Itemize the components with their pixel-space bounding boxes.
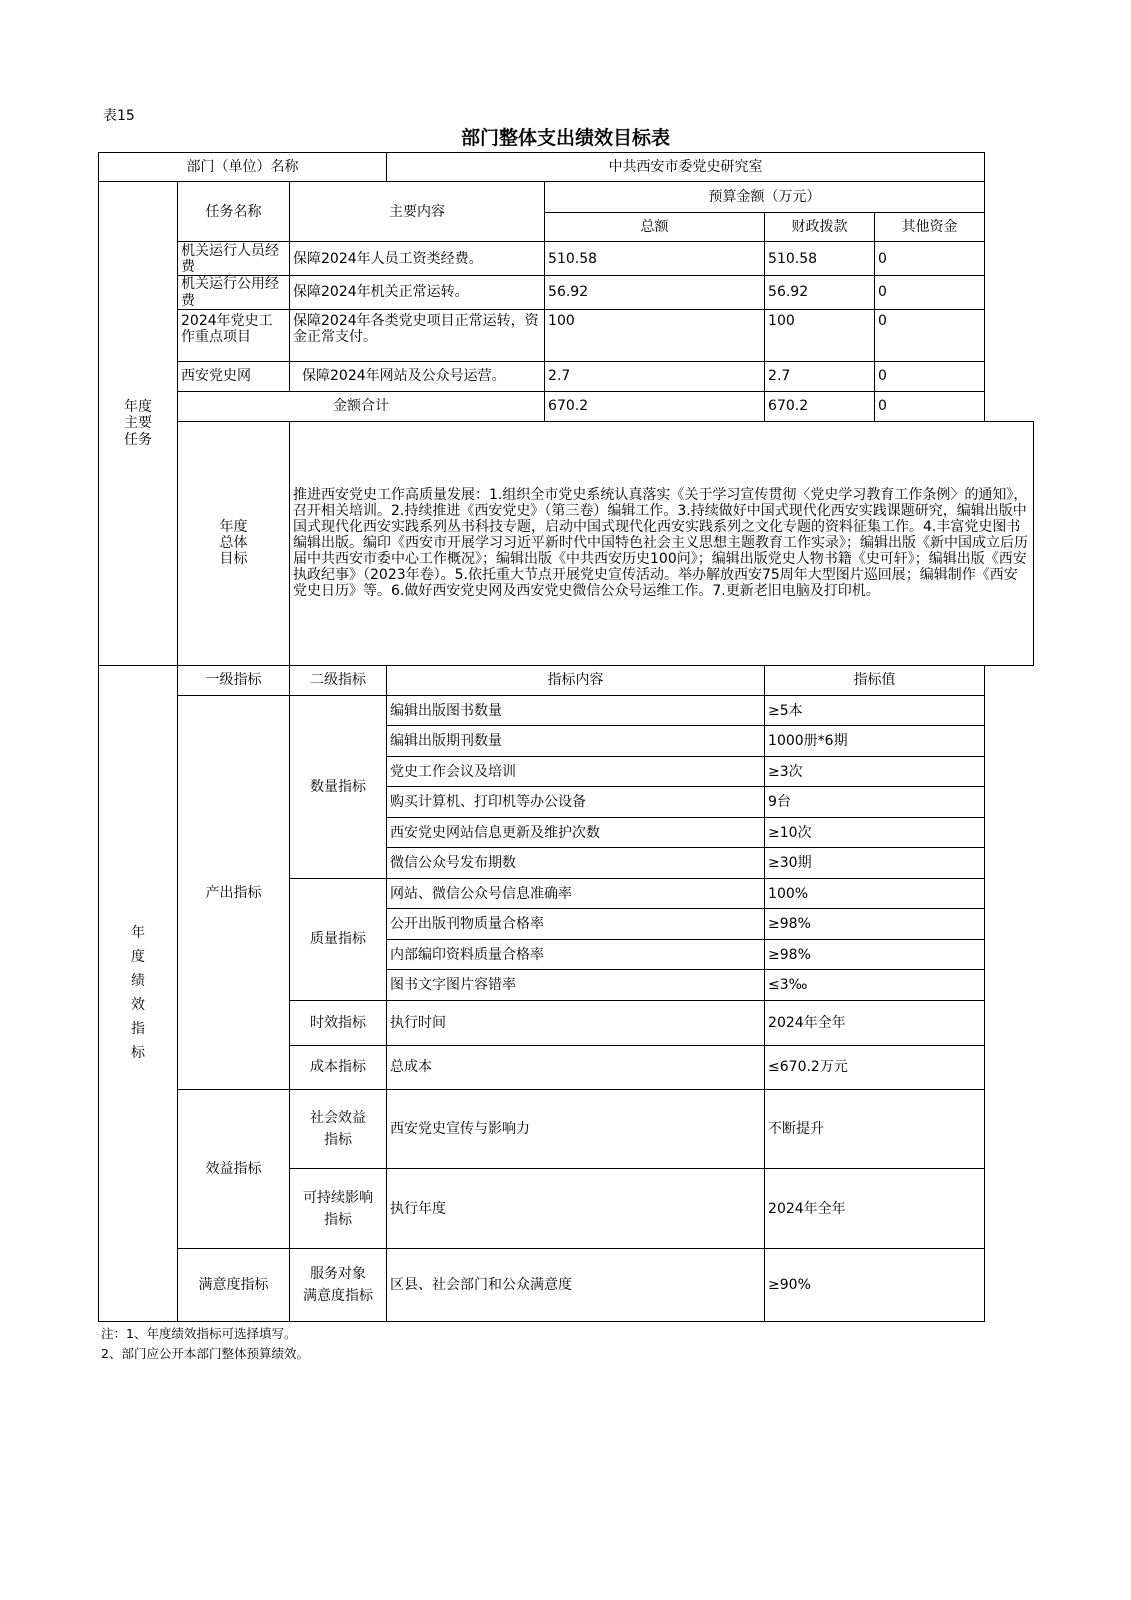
timeliness-indicator: 时效指标 <box>290 1000 387 1045</box>
task-header-row <box>99 182 1034 212</box>
task-content: 保障2024年各类党史项目正常运转，资金正常支付。 <box>290 309 545 361</box>
task-fiscal: 100 <box>765 309 875 361</box>
sum-other: 0 <box>875 392 985 421</box>
task-content-header: 主要内容 <box>290 182 545 242</box>
task-fiscal: 56.92 <box>765 276 875 310</box>
footnote-line: 2、部门应公开本部门整体预算绩效。 <box>101 1346 309 1361</box>
indicator-content: 编辑出版图书数量 <box>387 695 765 725</box>
indicator-value: ≥30期 <box>765 848 985 878</box>
indicator-value: 100% <box>765 878 985 908</box>
level1-header: 一级指标 <box>178 665 290 695</box>
goal-row <box>99 421 1034 665</box>
indicator-content: 西安党史宣传与影响力 <box>387 1090 765 1169</box>
task-content: 保障2024年机关正常运转。 <box>290 276 545 310</box>
dept-row <box>99 153 1034 182</box>
task-name: 2024年党史工作重点项目 <box>178 309 290 361</box>
service-indicator: 服务对象 满意度指标 <box>290 1248 387 1321</box>
indicator-value: 2024年全年 <box>765 1169 985 1248</box>
indicator-row <box>99 1248 1034 1321</box>
dept-label: 部门（单位）名称 <box>99 153 387 182</box>
document-title: 部门整体支出绩效目标表 <box>460 127 670 149</box>
sum-label: 金额合计 <box>178 392 545 421</box>
indicator-content: 总成本 <box>387 1045 765 1090</box>
goal-text: 推进西安党史工作高质量发展：1.组织全市党史系统认真落实《关于学习宣传贯彻〈党史学习教育工作条例〉的通知》，召开相关培训。2.持续推进《西安党史》（第三卷）编辑工作。3.持续做好中国式现代化西安实践课题研究，编辑出版中国式现代化西安实践系列丛书科技专题，启动中国式现代化西安实践系列之文化专题的资料征集工作。4.丰富党史图书编辑出版。编印《西安市开展学习习近平新时代中国特色社会主义思想主题教育工作实录》；编辑出版《新中国成立后历届中共西安市委中心工作概况》；编辑出版《中共西安历史100问》；编辑出版党史人物书籍《史可轩》；编辑出版《西安执政纪事》（2023年卷）。5.依托重大节点开展党史宣传活动。举办解放西安75周年大型图片巡回展；编辑制作《西安党史日历》等。6.做好西安党史网及西安党史微信公众号运维工作。7.更新老旧电脑及打印机。 <box>290 421 1034 665</box>
sum-total: 670.2 <box>545 392 765 421</box>
indicator-value: ≤3‰ <box>765 970 985 1000</box>
task-total: 56.92 <box>545 276 765 310</box>
indicator-content: 区县、社会部门和公众满意度 <box>387 1248 765 1321</box>
value-header: 指标值 <box>765 665 985 695</box>
indicator-content: 内部编印资料质量合格率 <box>387 939 765 969</box>
task-other: 0 <box>875 309 985 361</box>
indicator-value: ≥98% <box>765 909 985 939</box>
task-other: 0 <box>875 361 985 391</box>
level2-header: 二级指标 <box>290 665 387 695</box>
indicator-content: 执行时间 <box>387 1000 765 1045</box>
sum-fiscal: 670.2 <box>765 392 875 421</box>
other-header: 其他资金 <box>875 212 985 241</box>
task-total: 2.7 <box>545 361 765 391</box>
indicator-row <box>99 1090 1034 1169</box>
quantity-indicator: 数量指标 <box>290 695 387 878</box>
task-name: 机关运行公用经费 <box>178 276 290 310</box>
sustain-indicator: 可持续影响 指标 <box>290 1169 387 1248</box>
indicator-content: 购买计算机、打印机等办公设备 <box>387 787 765 817</box>
performance-target-table <box>98 152 1034 1322</box>
indicator-content: 公开出版刊物质量合格率 <box>387 909 765 939</box>
indicator-value: ≥98% <box>765 939 985 969</box>
task-content: 保障2024年人员工资类经费。 <box>290 242 545 276</box>
task-fiscal: 510.58 <box>765 242 875 276</box>
indicator-row <box>99 695 1034 725</box>
task-name: 机关运行人员经费 <box>178 242 290 276</box>
output-indicator: 产出指标 <box>178 695 290 1089</box>
indicator-value: ≥3次 <box>765 756 985 786</box>
indicator-value: ≤670.2万元 <box>765 1045 985 1090</box>
task-row <box>99 309 1034 361</box>
indicator-content: 执行年度 <box>387 1169 765 1248</box>
total-header: 总额 <box>545 212 765 241</box>
task-row <box>99 361 1034 391</box>
task-row <box>99 276 1034 310</box>
task-row <box>99 242 1034 276</box>
task-sum-row <box>99 392 1034 421</box>
indicator-content: 图书文字图片容错率 <box>387 970 765 1000</box>
cost-indicator: 成本指标 <box>290 1045 387 1090</box>
indicator-value: 9台 <box>765 787 985 817</box>
content-header: 指标内容 <box>387 665 765 695</box>
table-number: 表15 <box>103 108 135 124</box>
task-fiscal: 2.7 <box>765 361 875 391</box>
tasks-section-label: 年度 主要 任务 <box>99 182 178 665</box>
indicator-content: 党史工作会议及培训 <box>387 756 765 786</box>
social-indicator: 社会效益 指标 <box>290 1090 387 1169</box>
task-content: 保障2024年网站及公众号运营。 <box>290 361 545 391</box>
indicator-value: 不断提升 <box>765 1090 985 1169</box>
indicator-value: 1000册*6期 <box>765 726 985 756</box>
task-total: 100 <box>545 309 765 361</box>
quality-indicator: 质量指标 <box>290 878 387 1000</box>
indicator-value: ≥10次 <box>765 817 985 847</box>
dept-value: 中共西安市委党史研究室 <box>387 153 985 182</box>
indicator-content: 网站、微信公众号信息准确率 <box>387 878 765 908</box>
task-total: 510.58 <box>545 242 765 276</box>
indicator-content: 微信公众号发布期数 <box>387 848 765 878</box>
perf-header-row <box>99 665 1034 695</box>
indicator-content: 西安党史网站信息更新及维护次数 <box>387 817 765 847</box>
perf-section-label: 年 度 绩 效 指 标 <box>99 665 178 1322</box>
satisfaction-indicator: 满意度指标 <box>178 1248 290 1321</box>
indicator-value: ≥90% <box>765 1248 985 1321</box>
indicator-value: 2024年全年 <box>765 1000 985 1045</box>
benefit-indicator: 效益指标 <box>178 1090 290 1249</box>
fiscal-header: 财政拨款 <box>765 212 875 241</box>
task-name-header: 任务名称 <box>178 182 290 242</box>
footnotes <box>101 1324 309 1364</box>
footnote-line: 注：1、年度绩效指标可选择填写。 <box>101 1326 297 1341</box>
budget-header: 预算金额（万元） <box>545 182 985 212</box>
goal-section-label: 年度 总体 目标 <box>178 421 290 665</box>
indicator-value: ≥5本 <box>765 695 985 725</box>
indicator-content: 编辑出版期刊数量 <box>387 726 765 756</box>
task-other: 0 <box>875 276 985 310</box>
task-other: 0 <box>875 242 985 276</box>
task-name: 西安党史网 <box>178 361 290 391</box>
